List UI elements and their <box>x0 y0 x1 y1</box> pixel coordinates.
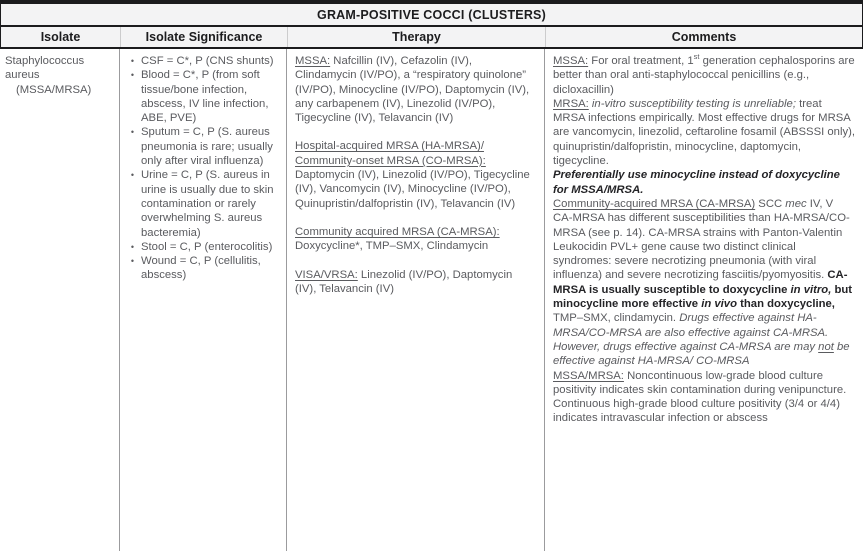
comment-paragraph-blood-culture: MSSA/MRSA: Noncontinuous low-grade blood culture positivity indicates skin contamination during venipuncture. Continuous high-grade blood culture positivity (3/4 or 4/4) indicates intravascular infection or abscess <box>553 369 847 425</box>
comment-paragraph-mrsa: MRSA: in-vitro susceptibility testing is unreliable; treat MRSA infections empirically. Most effective drugs for MRSA are vancomycin, linezolid, ceftaroline fosamil (ABSSSI only), quinupristin/dalfopristin, minocycline, daptomycin, tigecycline. <box>553 97 856 168</box>
bullet-icon: • <box>130 127 135 138</box>
bullet-icon: • <box>130 241 135 252</box>
list-item <box>129 125 281 168</box>
list-item <box>129 68 281 125</box>
list-item-text: Stool = C, P (enterocolitis) <box>141 240 273 253</box>
therapy-cell <box>287 49 545 551</box>
list-item-text: Blood = C*, P (from soft tissue/bone infection, abscess, IV line infection, ABE, PVE) <box>141 69 269 125</box>
column-header-comments: Comments <box>671 30 737 44</box>
list-item <box>129 54 281 68</box>
table-row <box>0 49 863 551</box>
comment-paragraph-ca-mrsa: Community-acquired MRSA (CA-MRSA) SCC mec IV, V CA-MRSA has different susceptibilities than HA-MRSA/CO-MRSA (see p. 14). CA-MRSA strains with Panton-Valentin Leukocidin PVL+ gene cause two distinct clinical syndromes: severe necrotizing pneumonia (with viral influenza) and severe necrotizing fasciitis/pyomyositis. CA-MRSA is usually susceptible to doxycycline in vitro, but minocycline more effective in vivo than doxycycline, TMP–SMX, clindamycin. Drugs effective against HA-MRSA/CO-MRSA are also effective against CA-MRSA. However, drugs effective against CA-MRSA are may not be effective against HA-MRSA/ CO-MRSA <box>553 197 853 368</box>
bullet-icon: • <box>130 70 135 81</box>
therapy-block-visa-vrsa: VISA/VRSA: Linezolid (IV/PO), Daptomycin (IV), Telavancin (IV) <box>295 268 513 295</box>
organism-subtype: (MSSA/MRSA) <box>16 83 92 96</box>
comment-paragraph-minocycline-note: Preferentially use minocycline instead of doxycycline for MSSA/MRSA. <box>553 169 840 196</box>
table-title: GRAM-POSITIVE COCCI (CLUSTERS) <box>0 4 863 27</box>
bullet-icon: • <box>130 256 135 267</box>
list-item-text: CSF = C*, P (CNS shunts) <box>141 55 274 67</box>
therapy-block-ca-mrsa: Community acquired MRSA (CA-MRSA): Doxycycline*, TMP–SMX, Clindamycin <box>295 225 500 253</box>
isolate-cell <box>0 49 120 551</box>
comments-cell <box>545 49 863 551</box>
significance-bullet-list <box>127 54 281 283</box>
isolate-significance-cell <box>120 49 287 551</box>
comment-paragraph-mssa: MSSA: For oral treatment, 1st generation cephalosporins are better than oral anti-staphylococcal penicillins (e.g., dicloxacillin) <box>553 52 855 96</box>
column-header-therapy: Therapy <box>288 27 546 47</box>
organism-name-line2: aureus <box>5 69 40 82</box>
column-header-row <box>0 27 863 49</box>
list-item <box>129 168 281 239</box>
therapy-block-mssa: MSSA: Nafcillin (IV), Cefazolin (IV), Clindamycin (IV/PO), a “respiratory quinolone” (IV/PO), Minocycline (IV/PO), Daptomycin (IV), any carbapenem (IV), Linezolid (IV/PO), Tigecycline (IV), Telavancin (IV) <box>295 55 530 125</box>
list-item-text: Wound = C, P (cellulitis, abscess) <box>141 255 261 282</box>
list-item <box>129 254 281 283</box>
column-header-isolate: Isolate <box>1 27 121 47</box>
list-item-text: Sputum = C, P (S. aureus pneumonia is rare; usually only after viral influenza) <box>141 126 273 168</box>
list-item <box>129 240 281 254</box>
column-header-isolate-significance: Isolate Significance <box>121 27 288 47</box>
list-item-text: Urine = C, P (S. aureus in urine is usually due to skin contamination or rarely overwhelming S. aureus bacteremia) <box>141 169 274 239</box>
bullet-icon: • <box>130 170 135 181</box>
bullet-icon: • <box>130 56 135 66</box>
therapy-block-ha-co-mrsa: Hospital-acquired MRSA (HA-MRSA)/ Community-onset MRSA (CO-MRSA): Daptomycin (IV), Linezolid (IV/PO), Tigecycline (IV), Vancomycin (IV), Minocycline (IV/PO), Quinupristin/dalfopristin (IV), Telavancin (IV) <box>295 140 530 210</box>
organism-name-line1: Staphylococcus <box>5 55 85 67</box>
